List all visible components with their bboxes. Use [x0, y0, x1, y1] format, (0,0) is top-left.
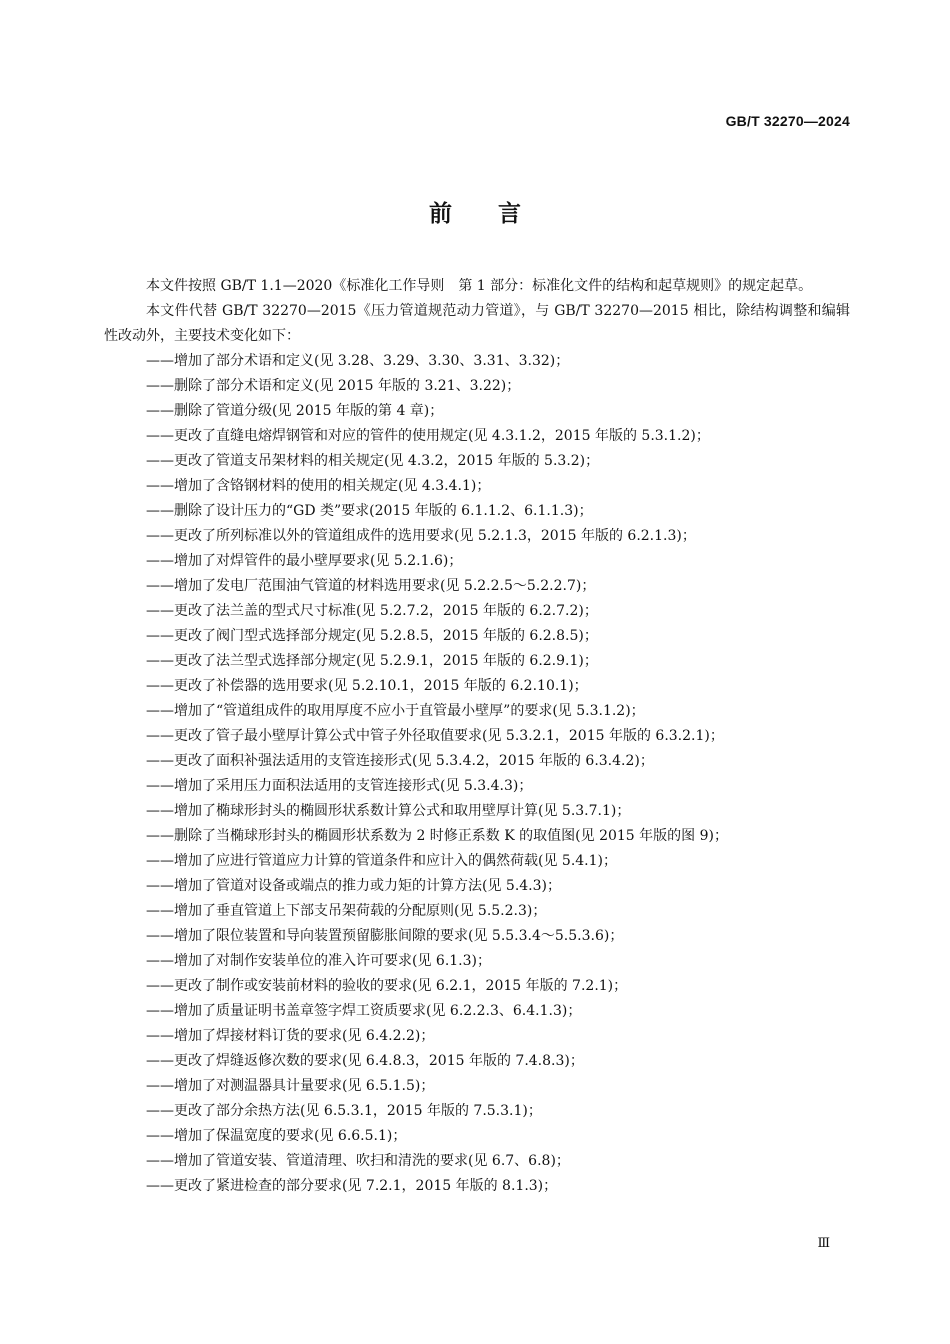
change-item: ——更改了管子最小壁厚计算公式中管子外径取值要求(见 5.3.2.1，2015 年版的 6.3.2.1)； — [146, 728, 724, 744]
change-item: ——增加了含铬钢材料的使用的相关规定(见 4.3.4.1)； — [146, 478, 491, 494]
change-item: ——增加了对焊管件的最小壁厚要求(见 5.2.1.6)； — [146, 553, 463, 569]
change-item: ——增加了焊接材料订货的要求(见 6.4.2.2)； — [146, 1028, 435, 1044]
standard-number: GB/T 32270—2024 — [725, 113, 850, 129]
change-item: ——增加了应进行管道应力计算的管道条件和应计入的偶然荷载(见 5.4.1)； — [146, 853, 617, 869]
change-item: ——增加了对制作安装单位的准入许可要求(见 6.1.3)； — [146, 953, 491, 969]
change-item: ——更改了补偿器的选用要求(见 5.2.10.1，2015 年版的 6.2.10.1)； — [146, 678, 588, 694]
replacement-paragraph: 本文件代替 GB/T 32270—2015《压力管道规范动力管道》，与 GB/T 32270—2015 相比，除结构调整和编辑性改动外，主要技术变化如下： — [104, 303, 850, 344]
change-item: ——增加了管道安装、管道清理、吹扫和清洗的要求(见 6.7、6.8)； — [146, 1153, 570, 1169]
document-body — [104, 274, 850, 1199]
change-item: ——增加了保温宽度的要求(见 6.6.5.1)； — [146, 1128, 407, 1144]
change-item: ——增加了部分术语和定义(见 3.28、3.29、3.30、3.31、3.32)； — [146, 353, 570, 369]
change-list — [104, 349, 850, 1199]
page-number: Ⅲ — [817, 1236, 830, 1251]
change-item: ——增加了椭球形封头的椭圆形状系数计算公式和取用壁厚计算(见 5.3.7.1)； — [146, 803, 631, 819]
change-item: ——更改了焊缝返修次数的要求(见 6.4.8.3，2015 年版的 7.4.8.3)； — [146, 1053, 584, 1069]
change-item: ——更改了阀门型式选择部分规定(见 5.2.8.5，2015 年版的 6.2.8.5)； — [146, 628, 598, 644]
change-item: ——更改了所列标准以外的管道组成件的选用要求(见 5.2.1.3，2015 年版的 6.2.1.3)； — [146, 528, 696, 544]
change-item: ——更改了法兰型式选择部分规定(见 5.2.9.1，2015 年版的 6.2.9.1)； — [146, 653, 598, 669]
section-title: 前言 — [429, 200, 567, 227]
change-item: ——更改了制作或安装前材料的验收的要求(见 6.2.1，2015 年版的 7.2.1)； — [146, 978, 628, 994]
change-item: ——增加了限位装置和导向装置预留膨胀间隙的要求(见 5.5.3.4～5.5.3.6)； — [146, 928, 624, 944]
change-item: ——增加了对测温器具计量要求(见 6.5.1.5)； — [146, 1078, 435, 1094]
change-item: ——增加了质量证明书盖章签字焊工资质要求(见 6.2.2.3、6.4.1.3)； — [146, 1003, 582, 1019]
change-item: ——更改了直缝电熔焊钢管和对应的管件的使用规定(见 4.3.1.2，2015 年版的 5.3.1.2)； — [146, 428, 710, 444]
change-item: ——更改了紧进检查的部分要求(见 7.2.1，2015 年版的 8.1.3)； — [146, 1178, 558, 1194]
intro-paragraph: 本文件按照 GB/T 1.1—2020《标准化工作导则 第 1 部分：标准化文件的结构和起草规则》的规定起草。 — [146, 278, 813, 294]
change-item: ——增加了垂直管道上下部支吊架荷载的分配原则(见 5.5.2.3)； — [146, 903, 547, 919]
change-item: ——更改了管道支吊架材料的相关规定(见 4.3.2，2015 年版的 5.3.2)； — [146, 453, 600, 469]
change-item: ——增加了“管道组成件的取用厚度不应小于直管最小壁厚”的要求(见 5.3.1.2)； — [146, 703, 645, 719]
change-item: ——更改了部分余热方法(见 6.5.3.1，2015 年版的 7.5.3.1)； — [146, 1103, 542, 1119]
change-item: ——删除了管道分级(见 2015 年版的第 4 章)； — [146, 403, 444, 419]
change-item: ——增加了管道对设备或端点的推力或力矩的计算方法(见 5.4.3)； — [146, 878, 561, 894]
change-item: ——增加了采用压力面积法适用的支管连接形式(见 5.3.4.3)； — [146, 778, 533, 794]
change-item: ——更改了法兰盖的型式尺寸标准(见 5.2.7.2，2015 年版的 6.2.7.2)； — [146, 603, 598, 619]
change-item: ——删除了当椭球形封头的椭圆形状系数为 2 时修正系数 K 的取值图(见 2015 年版的图 9)； — [146, 828, 728, 844]
change-item: ——删除了部分术语和定义(见 2015 年版的 3.21、3.22)； — [146, 378, 521, 394]
change-item: ——删除了设计压力的“GD 类”要求(2015 年版的 6.1.1.2、6.1.1.3)； — [146, 503, 593, 519]
change-item: ——增加了发电厂范围油气管道的材料选用要求(见 5.2.2.5～5.2.2.7)； — [146, 578, 596, 594]
change-item: ——更改了面积补强法适用的支管连接形式(见 5.3.4.2，2015 年版的 6.3.4.2)； — [146, 753, 654, 769]
